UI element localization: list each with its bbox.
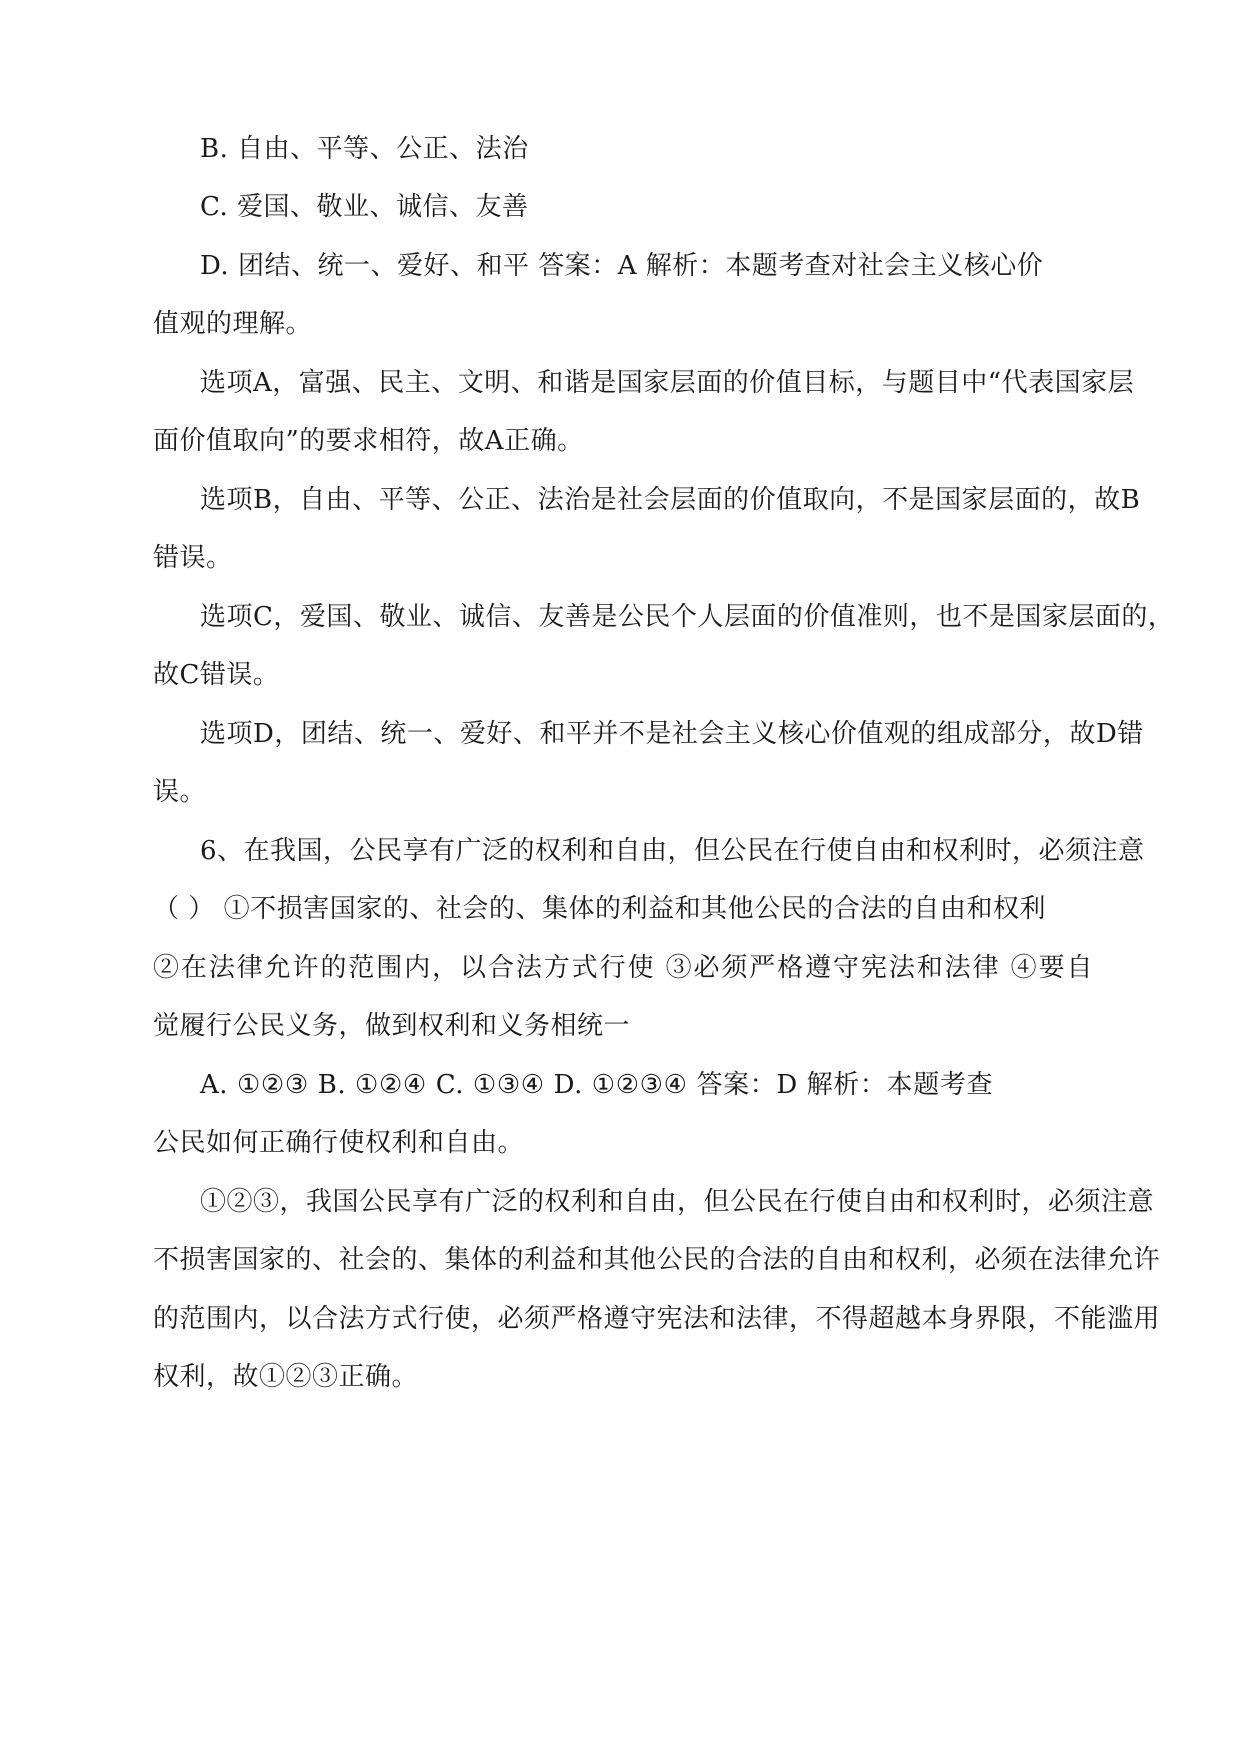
question-6-explanation-line-3: 的范围内，以合法方式行使，必须严格遵守宪法和法律，不得超越本身界限，不能滥用 [153,1304,1161,1334]
explanation-a-line-2: 面价值取向”的要求相符，故A正确。 [153,426,584,456]
question-6-explanation-line-4: 权利，故①②③正确。 [153,1362,419,1392]
option-c-line: C. 爱国、敬业、诚信、友善 [200,192,529,222]
question-6-line-1: 6、在我国，公民享有广泛的权利和自由，但公民在行使自由和权利时，必须注意 [200,836,1145,866]
explanation-b-line-2: 错误。 [153,543,233,573]
explanation-c-line-2: 故C错误。 [153,660,280,690]
option-d-answer-line: D. 团结、统一、爱好、和平 答案：A 解析：本题考查对社会主义核心价 [200,251,1044,281]
explanation-a-line-1: 选项A，富强、民主、文明、和谐是国家层面的价值目标，与题目中“代表国家层 [200,368,1135,398]
explanation-c-line-1: 选项C，爱国、敬业、诚信、友善是公民个人层面的价值准则，也不是国家层面的， [200,602,1175,632]
question-6-line-3: ②在法律允许的范围内，以合法方式行使 ③必须严格遵守宪法和法律 ④要自 [153,953,1093,983]
question-6-options-answer-line: A. ①②③ B. ①②④ C. ①③④ D. ①②③④ 答案：D 解析：本题考查 [200,1070,993,1100]
option-b-line: B. 自由、平等、公正、法治 [200,134,529,164]
question-6-line-4: 觉履行公民义务，做到权利和义务相统一 [153,1011,631,1041]
analysis-line: 值观的理解。 [153,309,313,339]
explanation-d-line-1: 选项D，团结、统一、爱好、和平并不是社会主义核心价值观的组成部分，故D错 [200,719,1144,749]
explanation-d-line-2: 误。 [153,777,207,807]
explanation-b-line-1: 选项B，自由、平等、公正、法治是社会层面的价值取向，不是国家层面的，故B [200,485,1141,515]
question-6-explanation-line-1: ①②③，我国公民享有广泛的权利和自由，但公民在行使自由和权利时，必须注意 [200,1187,1155,1217]
question-6-explanation-line-2: 不损害国家的、社会的、集体的利益和其他公民的合法的自由和权利，必须在法律允许 [153,1245,1161,1275]
question-6-analysis-line: 公民如何正确行使权利和自由。 [153,1128,525,1158]
question-6-line-2: （ ） ①不损害国家的、社会的、集体的利益和其他公民的合法的自由和权利 [153,894,1046,924]
